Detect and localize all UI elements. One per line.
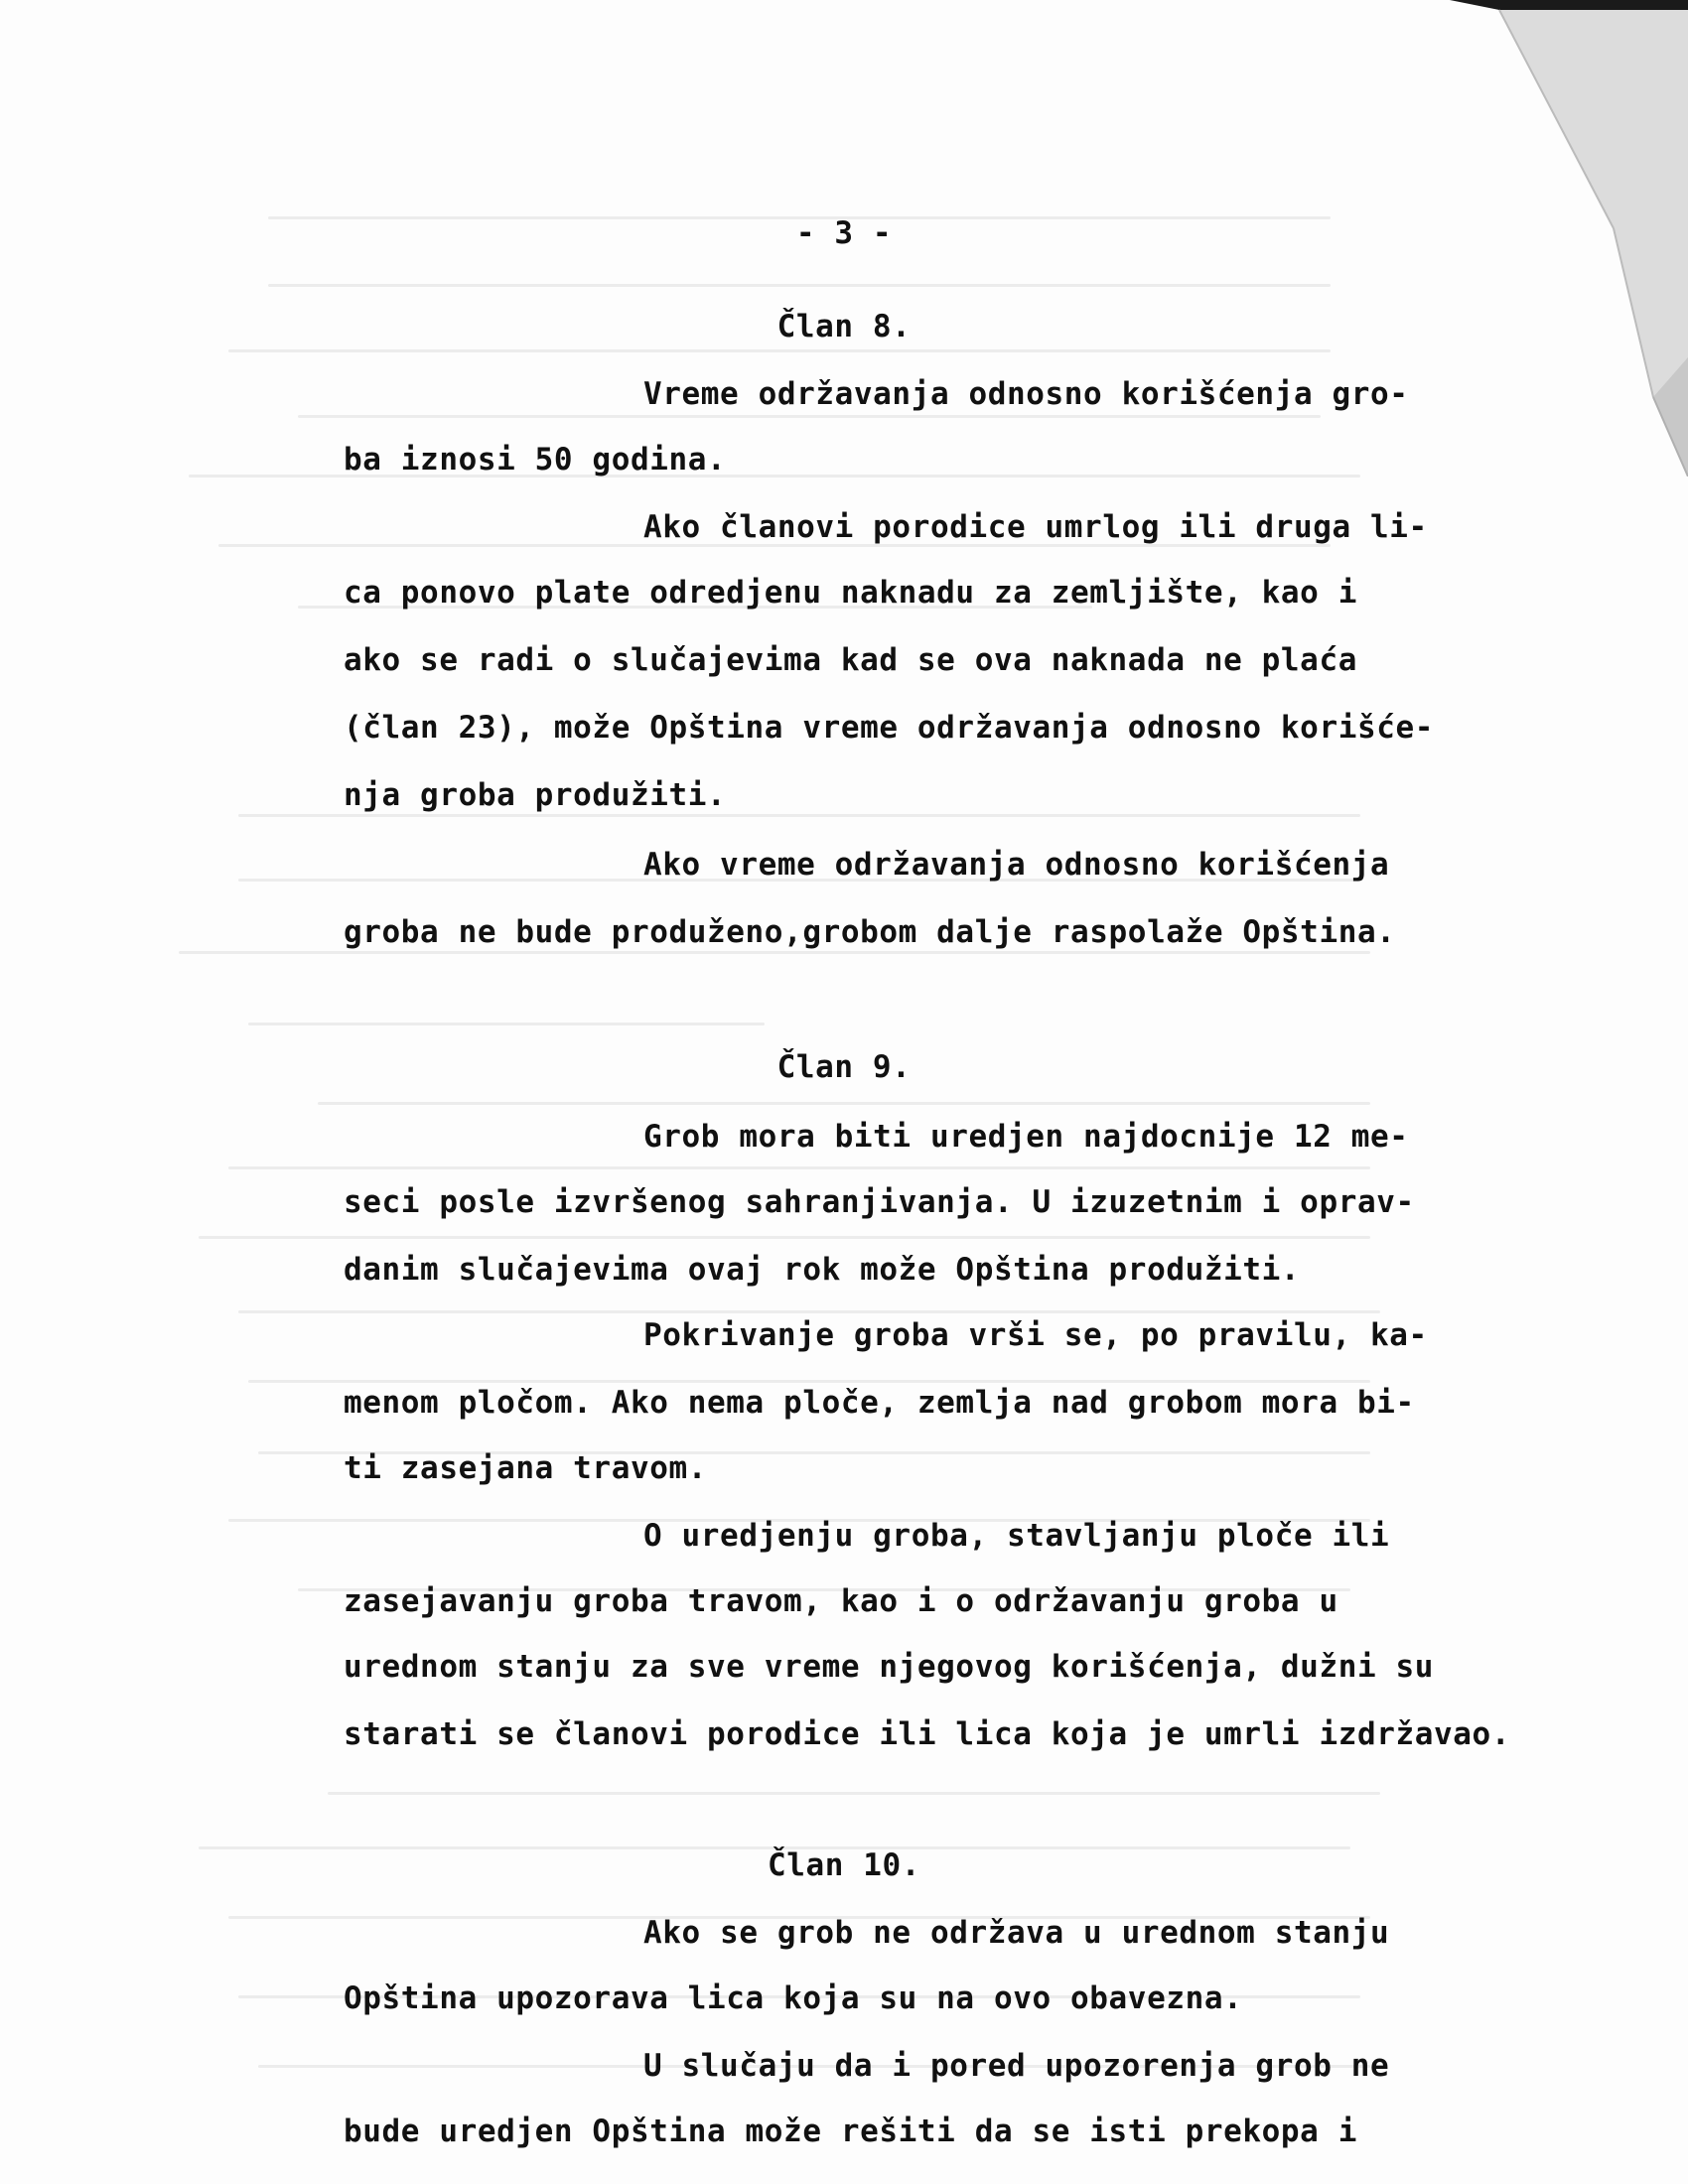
text-line: U slučaju da i pored upozorenja grob ne (643, 2048, 1390, 2084)
text-line: Vreme održavanja odnosno korišćenja gro- (643, 376, 1409, 412)
article-heading: Član 10. (767, 1847, 921, 1883)
text-line: Ako članovi porodice umrlog ili druga li- (643, 509, 1428, 545)
page-number: - 3 - (795, 215, 893, 251)
text-line: urednom stanju za sve vreme njegovog korišćenja, dužni su (344, 1649, 1435, 1685)
text-line: Pokrivanje groba vrši se, po pravilu, ka- (643, 1317, 1428, 1353)
text-line: bude uredjen Opština može rešiti da se isti prekopa i (344, 2114, 1357, 2149)
text-line: O uredjenju groba, stavljanju ploče ili (643, 1518, 1390, 1554)
text-line: ca ponovo plate odredjenu naknadu za zemljište, kao i (344, 575, 1357, 611)
text-line: seci posle izvršenog sahranjivanja. U izuzetnim i oprav- (344, 1184, 1415, 1220)
text-line: Ako vreme održavanja odnosno korišćenja (643, 847, 1390, 883)
text-line: nja groba produžiti. (344, 777, 727, 813)
text-line: ba iznosi 50 godina. (344, 442, 727, 478)
text-line: Opština upozorava lica koja su na ovo obavezna. (344, 1980, 1243, 2016)
text-line: danim slučajevima ovaj rok može Opština produžiti. (344, 1252, 1301, 1288)
text-line: starati se članovi porodice ili lica koja je umrli izdržavao. (344, 1716, 1511, 1752)
text-line: (član 23), može Opština vreme održavanja odnosno korišće- (344, 710, 1435, 746)
article-heading: Član 9. (776, 1049, 912, 1085)
text-line: ti zasejana travom. (344, 1450, 708, 1486)
text-line: Ako se grob ne održava u urednom stanju (643, 1915, 1390, 1951)
article-heading: Član 8. (776, 309, 912, 344)
text-line: zasejavanju groba travom, kao i o održavanju groba u (344, 1583, 1338, 1619)
text-line: menom pločom. Ako nema ploče, zemlja nad grobom mora bi- (344, 1385, 1415, 1421)
text-line: groba ne bude produženo,grobom dalje raspolaže Opština. (344, 914, 1396, 950)
text-line: ako se radi o slučajevima kad se ova naknada ne plaća (344, 642, 1357, 678)
text-line: Grob mora biti uredjen najdocnije 12 me- (643, 1119, 1409, 1155)
